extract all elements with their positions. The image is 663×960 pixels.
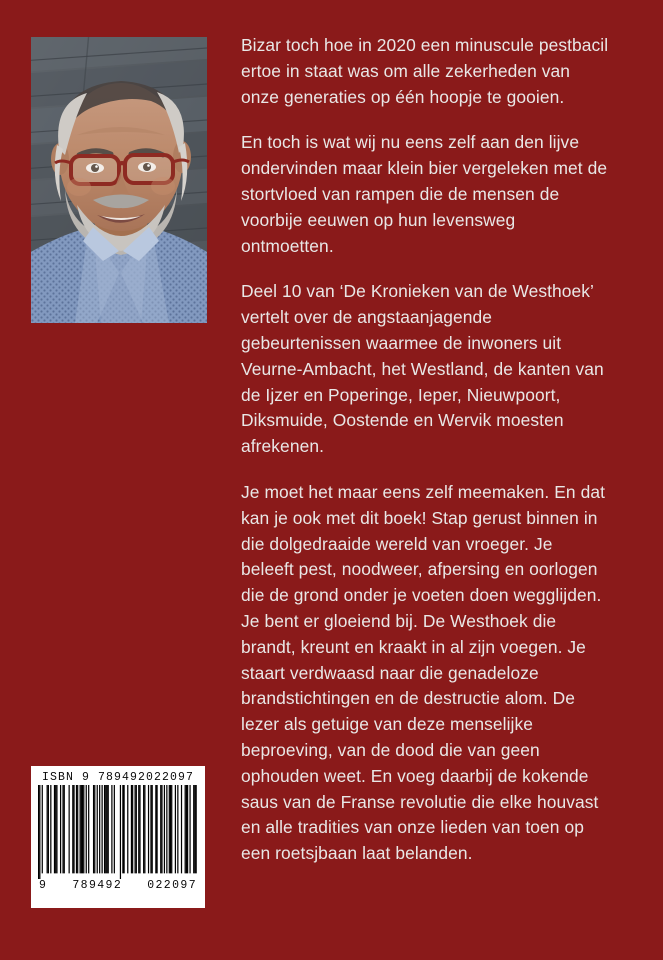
barcode-bars	[38, 785, 198, 879]
portrait-illustration	[31, 37, 207, 323]
back-cover-blurb	[241, 33, 609, 867]
barcode-digit-group-2: 789492	[72, 879, 123, 892]
blurb-paragraph-2: En toch is wat wij nu eens zelf aan den lijve ondervinden maar klein bier vergeleken met de stortvloed van rampen die de mensen de voorbije eeuwen op hun levensweg ontmoetten.	[241, 132, 608, 256]
barcode-digit-group-3: 022097	[147, 879, 197, 892]
barcode-digit-group-1: 9	[39, 879, 48, 892]
blurb-paragraph-3: Deel 10 van ‘De Kronieken van de Westhoek’ vertelt over de angstaanjagende gebeurtenissen waarmee de inwoners uit Veurne-Ambacht, het Westland, de kanten van de Ijzer en Poperinge, Ieper, Nieuwpoort, Diksmuide, Oostende en Wervik moesten afrekenen.	[241, 281, 604, 457]
blurb-paragraph-4: Je moet het maar eens zelf meemaken. En dat kan je ook met dit boek! Stap gerust binnen in die dolgedraaide wereld van vroeger. Je beleeft pest, noodweer, afpersing en oorlogen die de grond onder je voeten doen wegglijden. Je bent er gloeiend bij. De Westhoek die brandt, kreunt en kraakt in al zijn voegen. Je staart verdwaasd naar die genadeloze brandstichtingen en de destructie alom. De lezer als getuige van deze menselijke beproeving, van de dood die van geen ophouden weet. En voeg daarbij de kokende saus van de Franse revolutie die elke houvast en alle tradities van onze lieden van toen op een roetsjbaan laat belanden.	[241, 481, 605, 864]
isbn-label: ISBN 9 789492022097	[41, 771, 195, 784]
barcode-digits	[38, 879, 198, 892]
isbn-barcode	[31, 766, 205, 908]
blurb-paragraph-1: Bizar toch hoe in 2020 een minuscule pestbacil ertoe in staat was om alle zekerheden van onze generaties op één hoopje te gooien.	[241, 35, 609, 107]
barcode-bar-pattern	[38, 785, 198, 879]
author-portrait-photo	[31, 37, 207, 323]
